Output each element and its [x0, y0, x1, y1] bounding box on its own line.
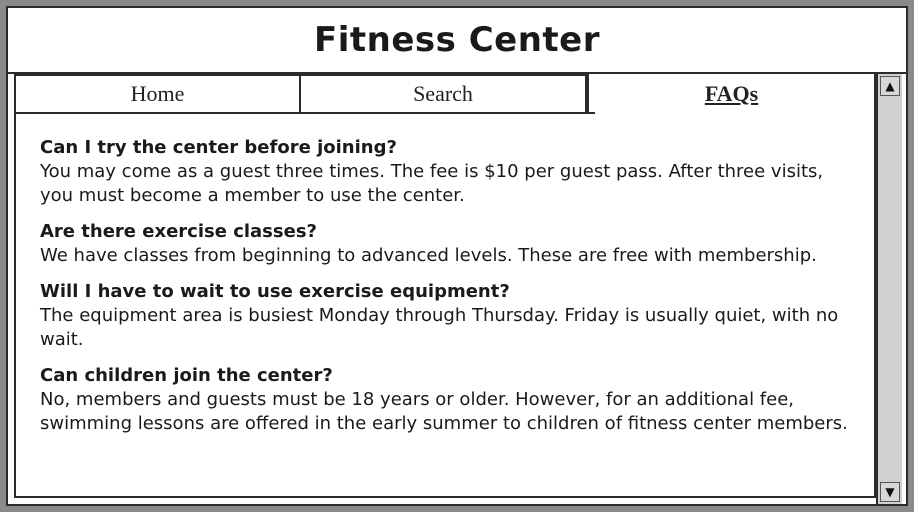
tab-bar: [14, 74, 876, 114]
faq-item: [40, 364, 850, 436]
faq-content: [14, 114, 876, 498]
tab-home[interactable]: Home: [14, 74, 301, 114]
faq-answer: You may come as a guest three times. The fee is $10 per guest pass. After three visits, you must become a member to use the center.: [40, 161, 824, 206]
header: [8, 8, 906, 74]
content-divider: [14, 112, 595, 114]
faq-item: [40, 220, 850, 268]
faq-answer: No, members and guests must be 18 years or older. However, for an additional fee, swimming lessons are offered in the early summer to children of fitness center members.: [40, 389, 848, 434]
page-title: Fitness Center: [313, 20, 600, 60]
faq-question: Will I have to wait to use exercise equipment?: [40, 281, 510, 302]
vertical-scrollbar[interactable]: [876, 74, 902, 504]
faq-item: [40, 280, 850, 352]
scroll-up-icon[interactable]: ▲: [880, 76, 900, 96]
faq-answer: The equipment area is busiest Monday through Thursday. Friday is usually quiet, with no wait.: [40, 305, 839, 350]
faq-item: [40, 136, 850, 208]
faq-question: Can I try the center before joining?: [40, 137, 397, 158]
tab-faqs[interactable]: FAQs: [587, 72, 876, 114]
faq-question: Can children join the center?: [40, 365, 333, 386]
tab-search[interactable]: Search: [299, 74, 587, 114]
scroll-down-icon[interactable]: ▼: [880, 482, 900, 502]
browser-window: [6, 6, 908, 506]
faq-answer: We have classes from beginning to advanced levels. These are free with membership.: [40, 245, 817, 266]
faq-question: Are there exercise classes?: [40, 221, 317, 242]
